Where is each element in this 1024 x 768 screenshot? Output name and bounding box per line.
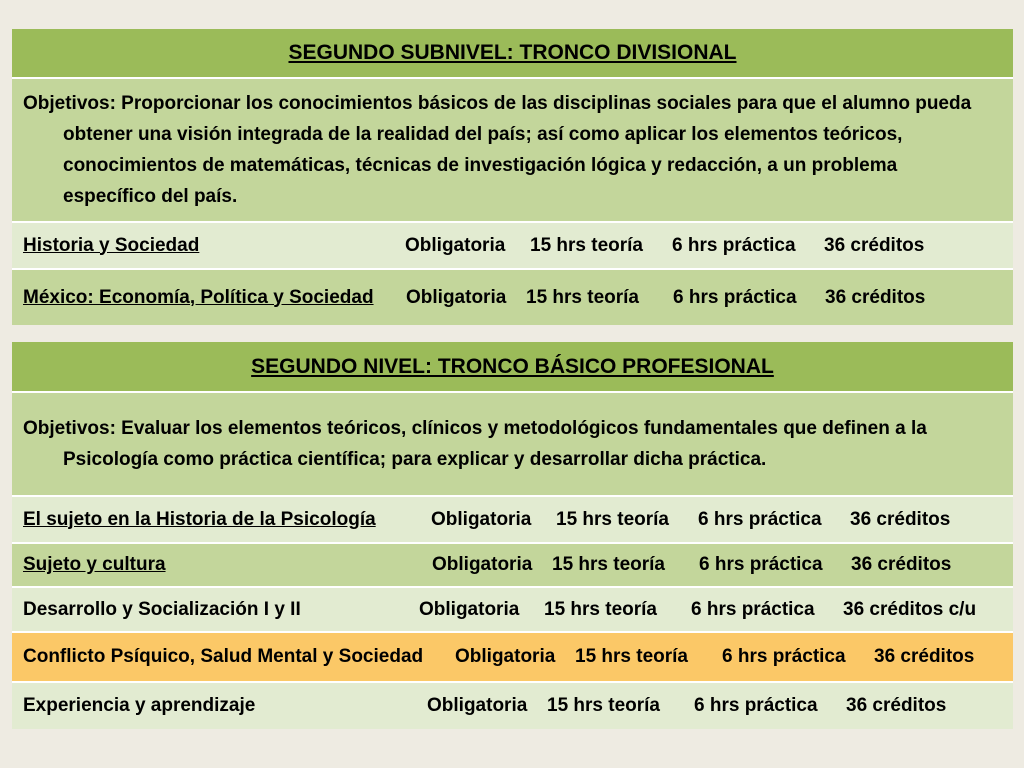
course-name[interactable]: México: Economía, Política y Sociedad xyxy=(23,286,374,308)
objectives-text: Objetivos: Proporcionar los conocimientos básicos de las disciplinas sociales para que el alumno pueda obtener una visión integrada de la realidad del país; así como aplicar los elementos teóricos, conocimientos de matemáticas, técnicas de investigación lógica y redacción, a un problema específico del país. xyxy=(23,93,972,207)
table-title: SEGUNDO NIVEL: TRONCO BÁSICO PROFESIONAL xyxy=(251,354,774,378)
course-name: Experiencia y aprendizaje xyxy=(23,695,256,716)
course-name[interactable]: Historia y Sociedad xyxy=(23,234,200,256)
course-practice-hours: 6 hrs práctica xyxy=(698,508,822,530)
course-name[interactable]: El sujeto en la Historia de la Psicología xyxy=(23,508,376,530)
course-credits: 36 créditos xyxy=(874,646,975,667)
course-name[interactable]: Sujeto y cultura xyxy=(23,554,166,575)
course-type: Obligatoria xyxy=(431,508,532,530)
course-practice-hours: 6 hrs práctica xyxy=(672,234,796,256)
course-theory-hours: 15 hrs teoría xyxy=(526,286,639,308)
course-practice-hours: 6 hrs práctica xyxy=(699,554,823,575)
course-theory-hours: 15 hrs teoría xyxy=(575,646,688,667)
table-title: SEGUNDO SUBNIVEL: TRONCO DIVISIONAL xyxy=(288,41,737,64)
course-name: Conflicto Psíquico, Salud Mental y Sociedad xyxy=(23,646,424,667)
course-practice-hours: 6 hrs práctica xyxy=(722,646,846,667)
course-type: Obligatoria xyxy=(406,286,507,308)
course-type: Obligatoria xyxy=(432,554,533,575)
objectives-row xyxy=(12,393,1013,497)
table-row xyxy=(12,544,1013,588)
course-credits: 36 créditos xyxy=(850,508,951,530)
course-theory-hours: 15 hrs teoría xyxy=(547,695,660,716)
table-row xyxy=(12,223,1013,270)
course-credits: 36 créditos xyxy=(851,554,952,575)
course-type: Obligatoria xyxy=(419,598,520,620)
table-tronco-divisional xyxy=(12,29,1013,325)
table-row xyxy=(12,683,1013,729)
table-header xyxy=(12,29,1013,79)
objectives-text: Objetivos: Evaluar los elementos teóricos, clínicos y metodológicos fundamentales que definen a la Psicología como práctica científica; para explicar y desarrollar dicha práctica. xyxy=(23,418,927,470)
table-row xyxy=(12,270,1013,325)
course-credits: 36 créditos xyxy=(825,286,926,308)
course-theory-hours: 15 hrs teoría xyxy=(544,598,657,620)
table-row xyxy=(12,588,1013,633)
table-row xyxy=(12,497,1013,544)
course-credits: 36 créditos xyxy=(846,695,947,716)
table-row xyxy=(12,633,1013,683)
course-practice-hours: 6 hrs práctica xyxy=(694,695,818,716)
table-header xyxy=(12,342,1013,393)
table-tronco-basico-profesional xyxy=(12,342,1013,729)
course-credits: 36 créditos xyxy=(824,234,925,256)
course-theory-hours: 15 hrs teoría xyxy=(552,554,665,575)
course-type: Obligatoria xyxy=(455,646,556,667)
course-name: Desarrollo y Socialización I y II xyxy=(23,598,301,620)
course-credits: 36 créditos c/u xyxy=(843,598,977,620)
course-type: Obligatoria xyxy=(427,695,528,716)
course-theory-hours: 15 hrs teoría xyxy=(556,508,669,530)
course-practice-hours: 6 hrs práctica xyxy=(673,286,797,308)
course-type: Obligatoria xyxy=(405,234,506,256)
course-practice-hours: 6 hrs práctica xyxy=(691,598,815,620)
objectives-row xyxy=(12,79,1013,223)
course-theory-hours: 15 hrs teoría xyxy=(530,234,643,256)
